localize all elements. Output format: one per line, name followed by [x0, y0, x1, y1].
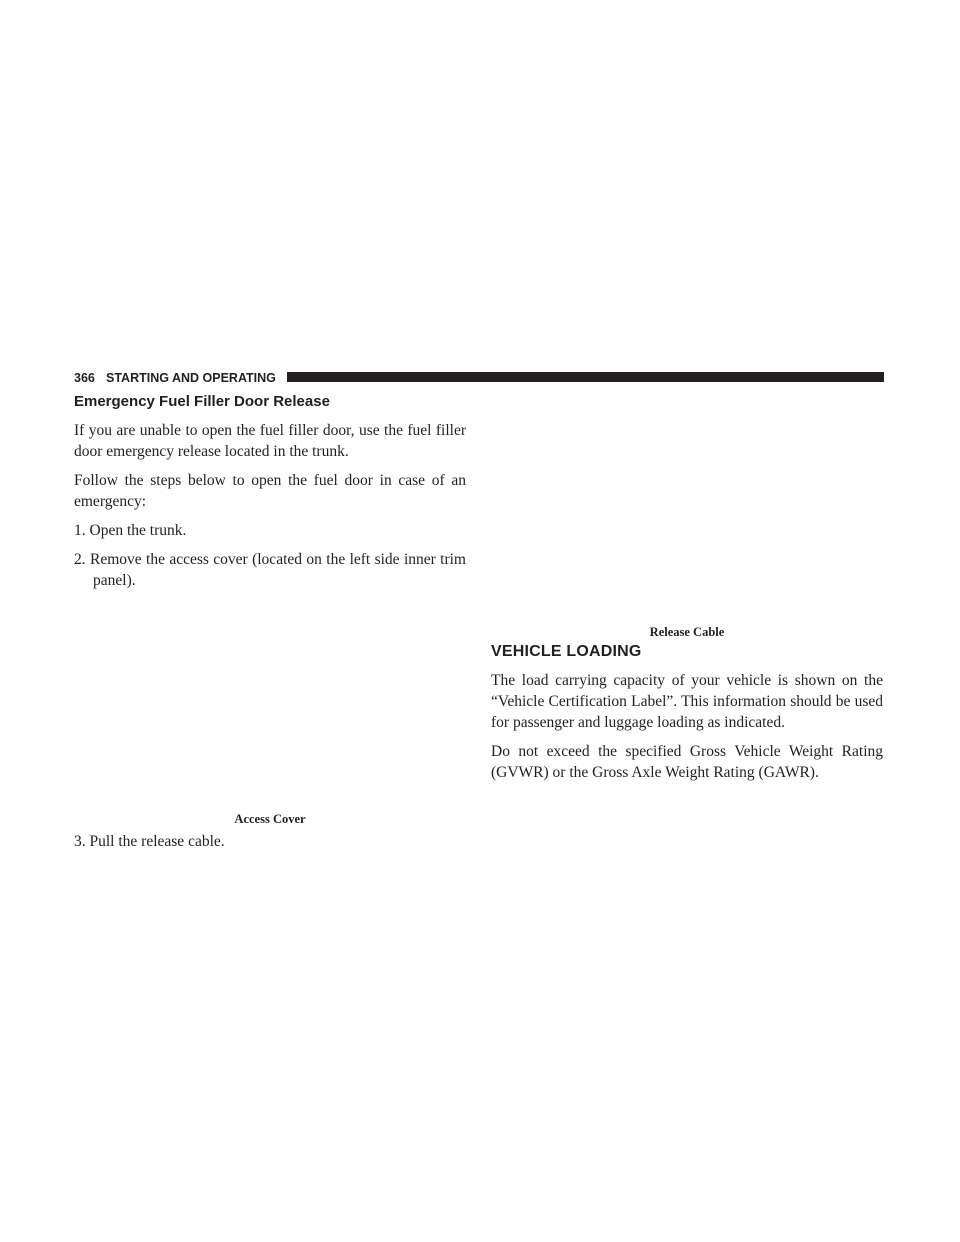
header-rule — [287, 372, 884, 382]
subheading-emergency-release: Emergency Fuel Filler Door Release — [74, 393, 330, 410]
page-number: 366 — [74, 371, 95, 385]
heading-vehicle-loading: VEHICLE LOADING — [491, 643, 642, 660]
section-title: STARTING AND OPERATING — [106, 371, 276, 385]
step-2: 2. Remove the access cover (located on the left side inner trim panel). — [74, 551, 466, 589]
step-1: 1. Open the trunk. — [74, 522, 187, 539]
right-column — [491, 620, 883, 791]
left-column — [74, 392, 466, 599]
access-cover-caption: Access Cover — [234, 812, 306, 826]
step-3: 3. Pull the release cable. — [74, 833, 225, 850]
paragraph-load-capacity: The load carrying capacity of your vehicle is shown on the “Vehicle Certification Label”. This information should be used for passenger and luggage loading as indicated. — [491, 672, 883, 731]
release-cable-figure — [491, 392, 883, 620]
release-cable-caption: Release Cable — [649, 625, 725, 639]
page-header — [74, 370, 884, 386]
paragraph-intro: If you are unable to open the fuel filler door, use the fuel filler door emergency release located in the trunk. — [74, 422, 466, 460]
paragraph-gvwr: Do not exceed the specified Gross Vehicle Weight Rating (GVWR) or the Gross Axle Weight Rating (GAWR). — [491, 743, 883, 781]
access-cover-figure — [74, 582, 466, 808]
paragraph-steps-intro: Follow the steps below to open the fuel door in case of an emergency: — [74, 472, 466, 510]
